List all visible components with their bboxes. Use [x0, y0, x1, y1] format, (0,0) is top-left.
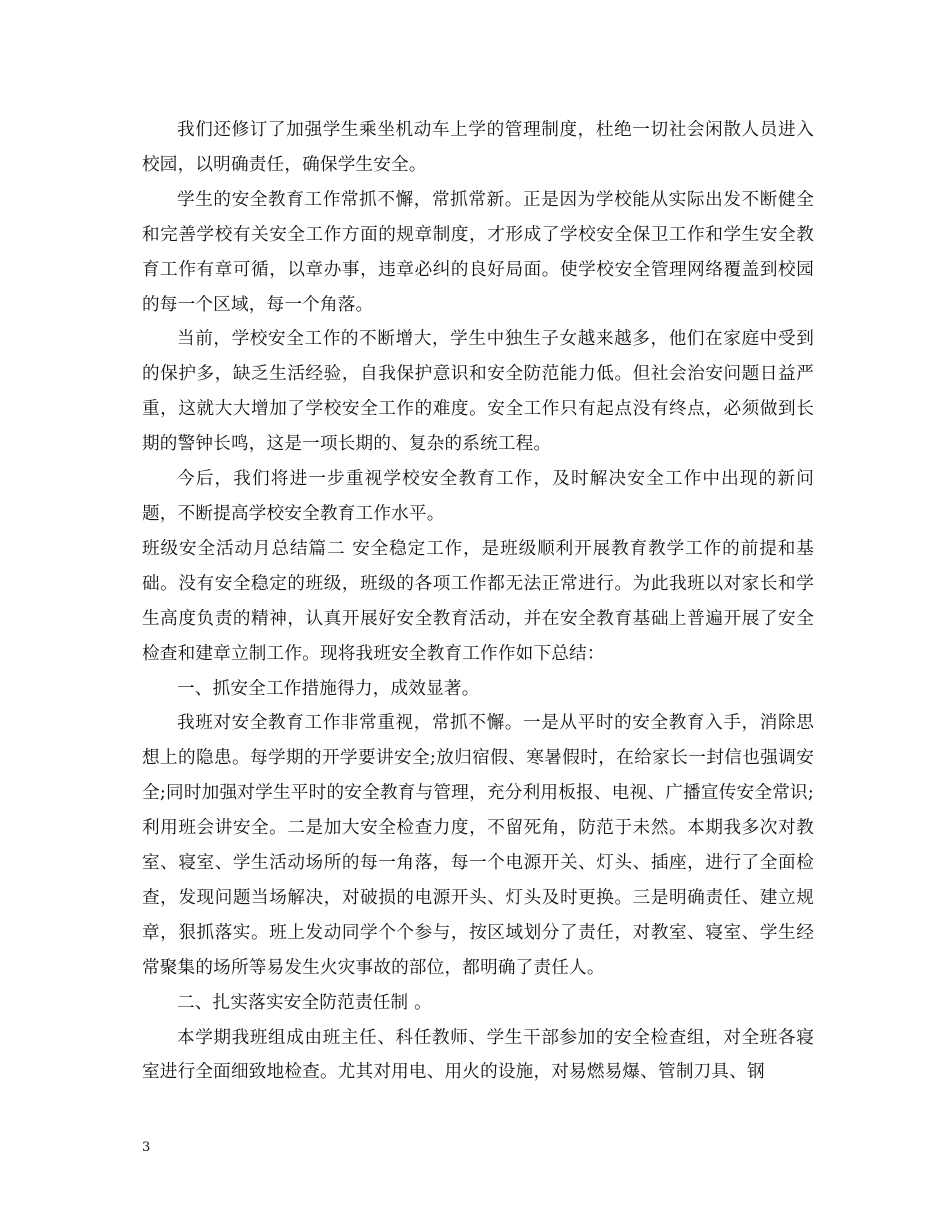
paragraph-3: 当前，学校安全工作的不断增大，学生中独生子女越来越多，他们在家庭中受到的保护多，缺乏生活经验，自我保护意识和安全防范能力低。但社会治安问题日益严重，这就大大增加了学校安全工作的难度。安全工作只有起点没有终点，必须做到长期的警钟长鸣，这是一项长期的、复杂的系统工程。 — [142, 329, 814, 455]
section-paragraph — [142, 532, 814, 672]
section-title: 班级安全活动月总结篇二 — [142, 538, 346, 559]
paragraph-6: 本学期我班组成由班主任、科任教师、学生干部参加的安全检查组，对全班各寝室进行全面细致地检查。尤其对用电、用火的设施，对易燃易爆、管制刀具、钢 — [142, 1027, 814, 1083]
document-body — [142, 113, 814, 1090]
paragraph-1: 我们还修订了加强学生乘坐机动车上学的管理制度，杜绝一切社会闲散人员进入校园，以明确责任，确保学生安全。 — [142, 120, 814, 175]
section-intro: 安全稳定工作，是班级顺利开展教育教学工作的前提和基础。没有安全稳定的班级，班级的各项工作都无法正常进行。为此我班以对家长和学生高度负责的精神，认真开展好安全教育活动，并在安全教育基础上普遍开展了安全检查和建章立制工作。现将我班安全教育工作作如下总结： — [142, 538, 814, 664]
paragraph-2: 学生的安全教育工作常抓不懈，常抓常新。正是因为学校能从实际出发不断健全和完善学校有关安全工作方面的规章制度，才形成了学校安全保卫工作和学生安全教育工作有章可循，以章办事，违章必纠的良好局面。使学校安全管理网络覆盖到校园的每一个区域，每一个角落。 — [142, 189, 814, 315]
page-number: 3 — [142, 1140, 151, 1155]
paragraph-4: 今后，我们将进一步重视学校安全教育工作，及时解决安全工作中出现的新问题，不断提高学校安全教育工作水平。 — [142, 469, 814, 524]
paragraph-5: 我班对安全教育工作非常重视，常抓不懈。一是从平时的安全教育入手，消除思想上的隐患。每学期的开学要讲安全;放归宿假、寒暑假时，在给家长一封信也强调安全;同时加强对学生平时的安全教育与管理，充分利用板报、电视、广播宣传安全常识;利用班会讲安全。二是加大安全检查力度，不留死角，防范于未然。本期我多次对教室、寝室、学生活动场所的每一角落，每一个电源开关、灯头、插座，进行了全面检查，发现问题当场解决，对破损的电源开头、灯头及时更换。三是明确责任、建立规章，狠抓落实。班上发动同学个个参与，按区域划分了责任，对教室、寝室、学生经常聚集的场所等易发生火灾事故的部位，都明确了责任人。 — [142, 713, 814, 978]
heading-1: 一、抓安全工作措施得力，成效显著。 — [177, 678, 480, 699]
heading-2: 二、扎实落实安全防范责任制 。 — [177, 992, 432, 1013]
